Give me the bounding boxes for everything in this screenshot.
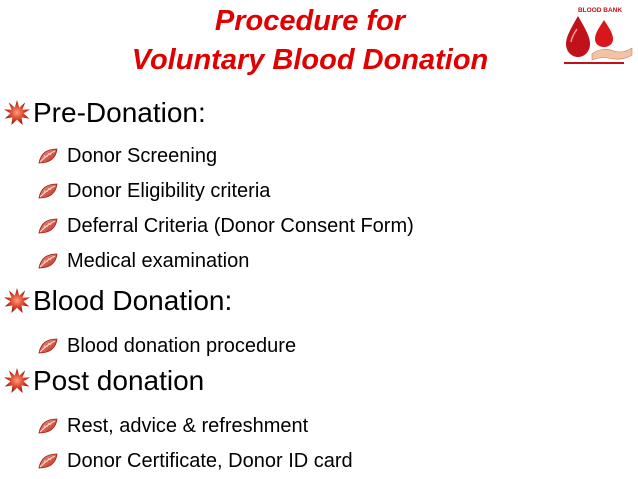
blood-drop-icon (566, 16, 590, 57)
list-item-text: Donor Eligibility criteria (67, 179, 271, 202)
list-item (37, 413, 308, 439)
title-line-2: Voluntary Blood Donation (131, 44, 489, 76)
list-item (37, 213, 414, 239)
hand-icon (592, 48, 632, 60)
red-leaf-icon (37, 452, 59, 470)
list-item (37, 448, 353, 474)
red-starburst-icon (4, 100, 30, 126)
section-blood-donation (4, 284, 232, 318)
red-leaf-icon (37, 217, 59, 235)
list-item (37, 178, 270, 204)
section-heading: Blood Donation: (33, 285, 233, 316)
red-leaf-icon (37, 337, 59, 355)
list-item (37, 248, 249, 274)
title-line-1: Procedure for (214, 5, 406, 37)
red-starburst-icon (4, 368, 30, 394)
section-heading: Pre-Donation: (33, 97, 206, 128)
list-item-text: Deferral Criteria (Donor Consent Form) (67, 214, 414, 237)
list-item-text: Donor Screening (67, 144, 218, 167)
list-item (37, 143, 217, 169)
list-item-text: Blood donation procedure (67, 334, 297, 357)
section-heading: Post donation (33, 365, 205, 396)
red-leaf-icon (37, 252, 59, 270)
red-leaf-icon (37, 182, 59, 200)
list-item-text: Rest, advice & refreshment (67, 414, 309, 437)
slide-title (60, 2, 560, 80)
red-starburst-icon (4, 288, 30, 314)
red-leaf-icon (37, 417, 59, 435)
red-leaf-icon (37, 147, 59, 165)
list-item-text: Donor Certificate, Donor ID card (67, 449, 353, 472)
section-pre-donation (4, 96, 206, 130)
section-post-donation (4, 364, 204, 398)
logo-text: BLOOD BANK (577, 7, 623, 14)
list-item (37, 333, 296, 359)
list-item-text: Medical examination (67, 249, 250, 272)
blood-bank-logo (556, 2, 636, 68)
small-drop-icon (595, 20, 613, 47)
